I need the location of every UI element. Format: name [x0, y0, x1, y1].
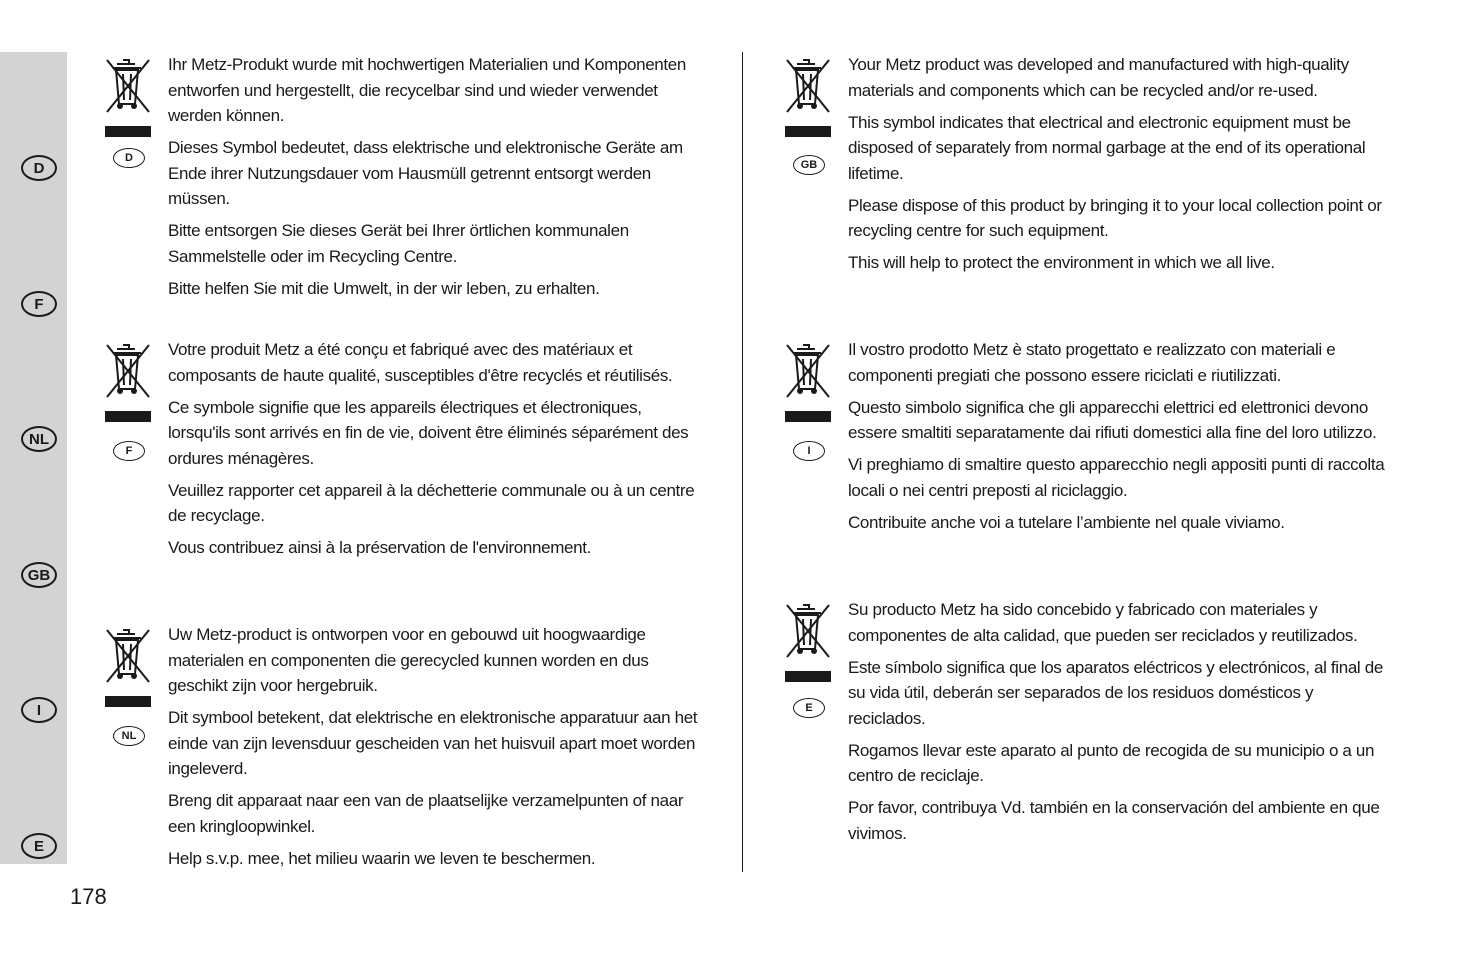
paragraph: Su producto Metz ha sido concebido y fabricado con materiales y componentes de alta calidad, que pueden ser reciclados y reutilizados.: [848, 600, 1358, 645]
language-badge: I: [793, 441, 825, 461]
tab-language-gb[interactable]: GB: [21, 562, 57, 588]
paragraph: Vi preghiamo di smaltire questo apparecchio negli appositi punti di raccolta locali o nei centri preposti al riciclaggio.: [848, 455, 1385, 500]
page-number: 178: [70, 884, 107, 909]
paragraph: Contribuite anche voi a tutelare l’ambiente nel quale viviamo.: [848, 512, 1285, 532]
tab-language-f[interactable]: F: [21, 291, 57, 317]
column-divider: [742, 52, 743, 872]
black-bar: [105, 696, 151, 707]
paragraph: Veuillez rapporter cet appareil à la déchetterie communale ou à un centre de recyclage.: [168, 480, 695, 525]
paragraph: Rogamos llevar este aparato al punto de recogida de su municipio o a un centro de reciclaje.: [848, 740, 1375, 785]
language-badge: NL: [113, 726, 145, 746]
section-text: [168, 337, 708, 567]
crossed-bin-icon: [783, 341, 833, 401]
crossed-bin-icon: [103, 341, 153, 401]
paragraph: Dit symbool betekent, dat elektrische en elektronische apparatuur aan het einde van zijn levensduur gescheiden van het huisvuil apart moet worden ingeleverd.: [168, 708, 698, 778]
language-badge: GB: [793, 155, 825, 175]
black-bar: [785, 126, 831, 137]
language-badge: D: [113, 148, 145, 168]
paragraph: Votre produit Metz a été conçu et fabriqué avec des matériaux et composants de haute qualité, susceptibles d'être recyclés et réutilisés.: [168, 340, 673, 385]
section-text: [848, 337, 1388, 542]
paragraph: Questo simbolo significa che gli apparecchi elettrici ed elettronici devono essere smaltiti separatamente dai rifiuti domestici alla fine del loro utilizzo.: [848, 397, 1377, 442]
paragraph: Dieses Symbol bedeutet, dass elektrische und elektronische Geräte am Ende ihrer Nutzungsdauer vom Hausmüll getrennt entsorgt werden müssen.: [168, 138, 683, 208]
language-badge: F: [113, 441, 145, 461]
paragraph: Vous contribuez ainsi à la préservation de l'environnement.: [168, 538, 591, 557]
section-text: [168, 622, 708, 878]
paragraph: Por favor, contribuya Vd. también en la conservación del ambiente en que vivimos.: [848, 798, 1380, 843]
crossed-bin-icon: [783, 56, 833, 116]
paragraph: Breng dit apparaat naar een van de plaatselijke verzamelpunten of naar een kringloopwinkel.: [168, 791, 684, 836]
language-tab-bar: [0, 52, 67, 864]
crossed-bin-icon: [103, 626, 153, 686]
section-text: [168, 52, 708, 308]
paragraph: Your Metz product was developed and manufactured with high-quality materials and components which can be recycled and/or re-used.: [848, 55, 1349, 100]
section-text: [848, 597, 1388, 853]
paragraph: This symbol indicates that electrical and electronic equipment must be disposed of separately from normal garbage at the end of its operational lifetime.: [848, 112, 1366, 183]
paragraph: Uw Metz-product is ontworpen voor en gebouwd uit hoogwaardige materialen en componenten die gerecycled kunnen worden en dus geschikt zijn voor hergebruik.: [168, 625, 649, 695]
black-bar: [785, 671, 831, 682]
tab-language-d[interactable]: D: [21, 155, 57, 181]
black-bar: [105, 126, 151, 137]
paragraph: Este símbolo significa que los aparatos eléctricos y electrónicos, al final de su vida útil, deberán ser separados de los residuos domésticos y reciclados.: [848, 657, 1383, 728]
black-bar: [785, 411, 831, 422]
black-bar: [105, 411, 151, 422]
paragraph: Ihr Metz-Produkt wurde mit hochwertigen Materialien und Komponenten entworfen und hergestellt, die recycelbar sind und wieder verwendet werden können.: [168, 55, 686, 125]
crossed-bin-icon: [783, 601, 833, 661]
paragraph: Bitte helfen Sie mit die Umwelt, in der wir leben, zu erhalten.: [168, 278, 600, 298]
paragraph: Help s.v.p. mee, het milieu waarin we leven te beschermen.: [168, 848, 596, 868]
paragraph: Bitte entsorgen Sie dieses Gerät bei Ihrer örtlichen kommunalen Sammelstelle oder im Recycling Centre.: [168, 221, 629, 266]
section-text: [848, 52, 1388, 282]
paragraph: Il vostro prodotto Metz è stato progettato e realizzato con materiali e componenti pregiati che possono essere riciclati e riutilizzati.: [848, 340, 1336, 385]
tab-language-e[interactable]: E: [21, 833, 57, 859]
tab-language-nl[interactable]: NL: [21, 426, 57, 452]
language-badge: E: [793, 698, 825, 718]
paragraph: Please dispose of this product by bringing it to your local collection point or recycling centre for such equipment.: [848, 195, 1382, 240]
paragraph: Ce symbole signifie que les appareils électriques et électroniques, lorsqu'ils sont arrivés en fin de vie, doivent être éliminés séparément des ordures ménagères.: [168, 397, 689, 468]
paragraph: This will help to protect the environment in which we all live.: [848, 253, 1275, 272]
tab-language-i[interactable]: I: [21, 697, 57, 723]
crossed-bin-icon: [103, 56, 153, 116]
